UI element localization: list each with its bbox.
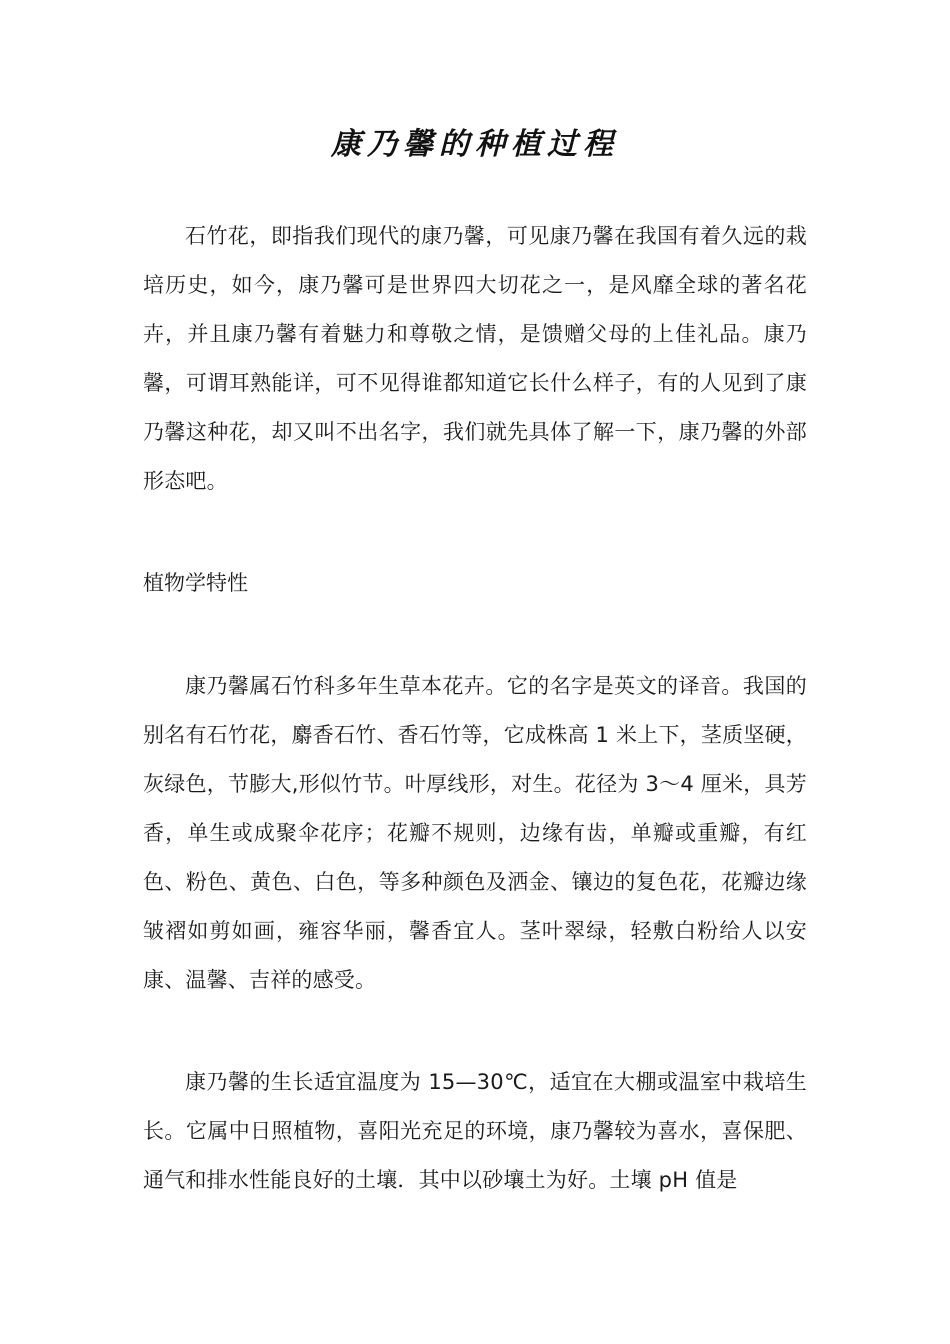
section-heading: 植物学特性 xyxy=(143,571,248,595)
intro-paragraph: 石竹花，即指我们现代的康乃馨，可见康乃馨在我国有着久远的栽培历史，如今，康乃馨可是世界四大切花之一，是风靡全球的著名花卉，并且康乃馨有着魅力和尊敬之情，是馈赠父母的上佳礼品。康乃馨，可谓耳熟能详，可不见得谁都知道它长什么样子，有的人见到了康乃馨这种花，却又叫不出名字，我们就先具体了解一下，康乃馨的外部形态吧。 xyxy=(143,224,807,493)
document-title: 康乃馨的种植过程 xyxy=(331,127,619,163)
botany-paragraph: 康乃馨属石竹科多年生草本花卉。它的名字是英文的译音。我国的别名有石竹花，麝香石竹、香石竹等，它成株高 1 米上下，茎质坚硬，灰绿色，节膨大,形似竹节。叶厚线形，对生。花径为 3～4 厘米，具芳香，单生或成聚伞花序；花瓣不规则，边缘有齿，单瓣或重瓣，有红色、粉色、黄色、白色，等多种颜色及洒金、镶边的复色花，花瓣边缘皱褶如剪如画，雍容华丽，馨香宜人。茎叶翠绿，轻敷白粉给人以安康、温馨、吉祥的感受。 xyxy=(143,674,807,992)
growth-paragraph: 康乃馨的生长适宜温度为 15—30℃，适宜在大棚或温室中栽培生长。它属中日照植物，喜阳光充足的环境，康乃馨较为喜水，喜保肥、通气和排水性能良好的土壤．其中以砂壤土为好。土壤 pH 值是 xyxy=(143,1070,807,1192)
